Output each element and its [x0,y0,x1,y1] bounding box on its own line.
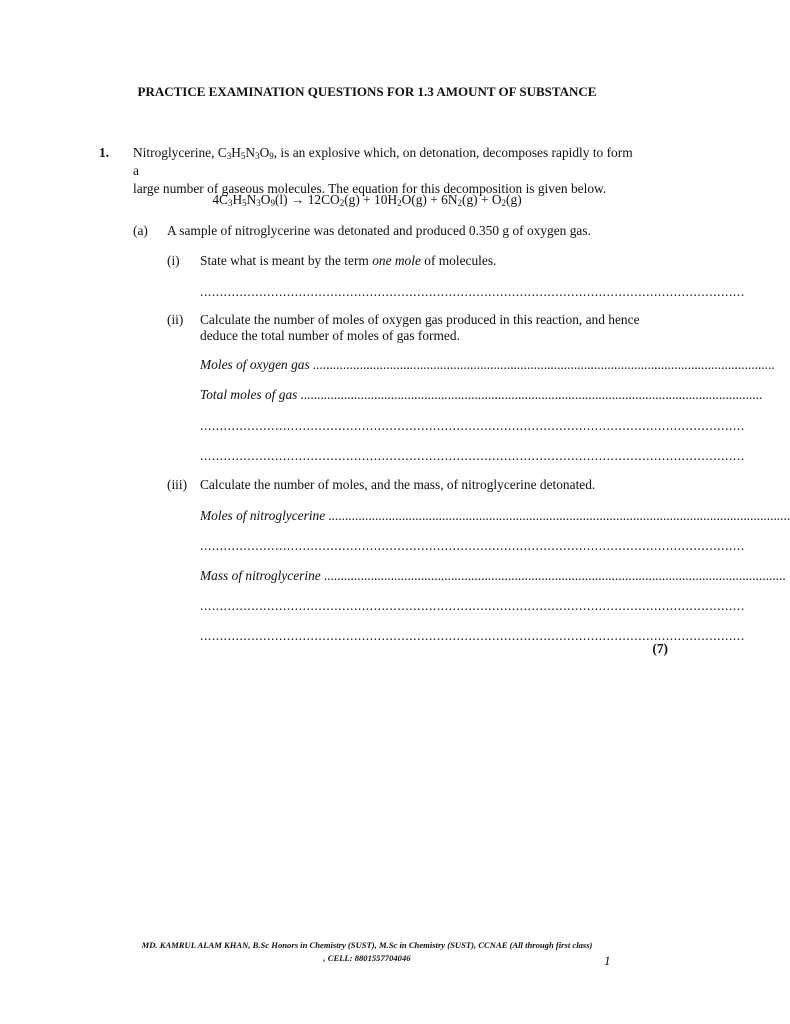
footer-contact: , CELL: 8801557704046 [323,953,411,963]
page-number: 1 [604,953,611,968]
footer-author: MD. KAMRUL ALAM KHAN, B.Sc Honors in Chemistry (SUST), M.Sc in Chemistry (SUST), CCNAE (All through first class) [141,940,593,950]
part-ii-label: (ii) [167,312,184,327]
moles-oxygen-field[interactable]: Moles of oxygen gas .......................................................................................................................................... [200,357,775,372]
question-number: 1. [99,145,110,160]
answer-line-iii-b[interactable]: .......................................................................................................................................... [200,598,745,613]
answer-line-iii-a[interactable]: .......................................................................................................................................... [200,538,745,553]
part-ii-line1: Calculate the number of moles of oxygen gas produced in this reaction, and hence [200,312,640,327]
part-a-label: (a) [133,223,148,238]
mass-nitroglycerine-field[interactable]: Mass of nitroglycerine .......................................................................................................................................... [200,568,786,583]
intro-text-line2: large number of gaseous molecules. The equation for this decomposition is given below. [133,181,607,197]
page-title: PRACTICE EXAMINATION QUESTIONS FOR 1.3 AMOUNT OF SUBSTANCE [137,84,597,99]
total-moles-field[interactable]: Total moles of gas .......................................................................................................................................... [200,387,763,402]
part-i-text: State what is meant by the term one mole of molecules. [200,253,497,268]
part-iii-text: Calculate the number of moles, and the mass, of nitroglycerine detonated. [200,477,596,492]
marks-total: (7) [652,641,668,656]
decomposition-equation: $4C_3H_5N_3O_9(l) \to 12CO_2(g) + 10H_2O(g) + 6N_2(g) + O_2(g)$ [212,192,522,208]
answer-line-iii-c[interactable]: .......................................................................................................................................... [200,628,745,643]
part-ii-line2: deduce the total number of moles of gas formed. [200,328,460,343]
answer-line-i[interactable]: .......................................................................................................................................... [200,284,745,299]
part-iii-label: (iii) [167,477,188,492]
part-a-text: A sample of nitroglycerine was detonated and produced 0.350 g of oxygen gas. [167,223,591,238]
intro-text-a: Nitroglycerine, C [133,145,227,160]
answer-line-ii-a[interactable]: .......................................................................................................................................... [200,418,745,433]
part-i-label: (i) [167,253,180,268]
intro-text-b: , is an explosive which, on detonation, decomposes rapidly to form a [133,145,633,179]
question-intro: Nitroglycerine, $C_3H_5N_3O_9$, is an explosive which, on detonation, decomposes rapidly to form a large number of gaseous molecules. The equation for this decomposition is given below. [133,145,633,197]
answer-line-ii-b[interactable]: .......................................................................................................................................... [200,448,745,463]
moles-nitroglycerine-field[interactable]: Moles of nitroglycerine .......................................................................................................................................... [200,508,790,523]
